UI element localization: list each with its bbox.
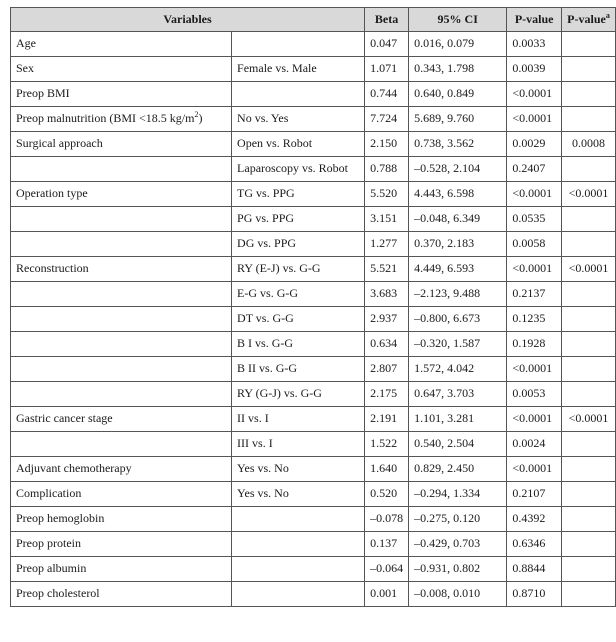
table-row: [11, 432, 616, 457]
ci-cell: 1.572, 4.042: [409, 357, 507, 382]
variable-cell: [11, 432, 232, 457]
p-value-cell: 0.8844: [507, 557, 562, 582]
p-value-a-cell: [561, 207, 615, 232]
p-value-a-cell: [561, 282, 615, 307]
p-value-a-cell: [561, 432, 615, 457]
p-value-cell: <0.0001: [507, 357, 562, 382]
beta-cell: 0.001: [365, 582, 409, 607]
comparison-cell: B II vs. G-G: [232, 357, 365, 382]
p-value-cell: 0.0033: [507, 32, 562, 57]
table-row: [11, 57, 616, 82]
table-row: [11, 232, 616, 257]
p-value-a-cell: [561, 357, 615, 382]
ci-cell: –0.320, 1.587: [409, 332, 507, 357]
ci-cell: 0.640, 0.849: [409, 82, 507, 107]
variable-cell: [11, 282, 232, 307]
beta-cell: 1.071: [365, 57, 409, 82]
beta-cell: 5.521: [365, 257, 409, 282]
ci-cell: –0.528, 2.104: [409, 157, 507, 182]
variable-cell: Preop albumin: [11, 557, 232, 582]
variable-text: Preop malnutrition (BMI <18.5 kg/m: [16, 111, 195, 125]
beta-cell: –0.078: [365, 507, 409, 532]
header-ci: 95% CI: [409, 8, 507, 32]
variable-cell: [11, 332, 232, 357]
p-value-a-cell: [561, 507, 615, 532]
ci-cell: 0.829, 2.450: [409, 457, 507, 482]
ci-cell: 0.738, 3.562: [409, 132, 507, 157]
variable-cell: Preop cholesterol: [11, 582, 232, 607]
comparison-cell: DG vs. PPG: [232, 232, 365, 257]
header-variables: Variables: [11, 8, 365, 32]
p-value-a-cell: [561, 557, 615, 582]
p-value-cell: 0.2107: [507, 482, 562, 507]
ci-cell: –0.931, 0.802: [409, 557, 507, 582]
ci-cell: 0.343, 1.798: [409, 57, 507, 82]
variable-cell: [11, 382, 232, 407]
comparison-cell: DT vs. G-G: [232, 307, 365, 332]
beta-cell: 5.520: [365, 182, 409, 207]
p-value-a-cell: [561, 382, 615, 407]
comparison-cell: II vs. I: [232, 407, 365, 432]
regression-table: [10, 7, 616, 607]
comparison-cell: PG vs. PPG: [232, 207, 365, 232]
variable-cell: [11, 107, 232, 132]
ci-cell: –0.275, 0.120: [409, 507, 507, 532]
comparison-cell: [232, 82, 365, 107]
p-value-cell: 0.2137: [507, 282, 562, 307]
beta-cell: 0.744: [365, 82, 409, 107]
table-row: [11, 457, 616, 482]
p-value-cell: <0.0001: [507, 457, 562, 482]
p-value-cell: 0.0024: [507, 432, 562, 457]
variable-cell: Preop protein: [11, 532, 232, 557]
p-value-a-cell: <0.0001: [561, 182, 615, 207]
p-value-cell: 0.0053: [507, 382, 562, 407]
p-value-cell: 0.0029: [507, 132, 562, 157]
table-row: [11, 207, 616, 232]
beta-cell: 0.137: [365, 532, 409, 557]
p-value-cell: 0.1235: [507, 307, 562, 332]
p-value-a-cell: [561, 482, 615, 507]
beta-cell: 1.522: [365, 432, 409, 457]
p-value-cell: 0.0535: [507, 207, 562, 232]
p-value-a-cell: [561, 82, 615, 107]
beta-cell: 3.683: [365, 282, 409, 307]
header-beta: Beta: [365, 8, 409, 32]
variable-superscript: 2: [194, 110, 199, 119]
p-value-cell: <0.0001: [507, 257, 562, 282]
table-row: [11, 382, 616, 407]
comparison-cell: Yes vs. No: [232, 482, 365, 507]
comparison-cell: Open vs. Robot: [232, 132, 365, 157]
p-value-a-cell: 0.0008: [561, 132, 615, 157]
p-value-a-cell: [561, 582, 615, 607]
variable-cell: Preop hemoglobin: [11, 507, 232, 532]
variable-cell: Age: [11, 32, 232, 57]
comparison-cell: [232, 557, 365, 582]
header-p-value: P-value: [507, 8, 562, 32]
beta-cell: 0.047: [365, 32, 409, 57]
p-value-cell: <0.0001: [507, 82, 562, 107]
ci-cell: 0.370, 2.183: [409, 232, 507, 257]
table-row: [11, 307, 616, 332]
beta-cell: 3.151: [365, 207, 409, 232]
table-row: [11, 257, 616, 282]
ci-cell: –0.294, 1.334: [409, 482, 507, 507]
comparison-cell: Yes vs. No: [232, 457, 365, 482]
ci-cell: 4.449, 6.593: [409, 257, 507, 282]
ci-cell: –0.800, 6.673: [409, 307, 507, 332]
table-row: [11, 82, 616, 107]
ci-cell: –0.429, 0.703: [409, 532, 507, 557]
table-row: [11, 182, 616, 207]
comparison-cell: [232, 532, 365, 557]
beta-cell: 2.807: [365, 357, 409, 382]
comparison-cell: RY (E-J) vs. G-G: [232, 257, 365, 282]
header-p-value-a-label: P-value: [567, 12, 606, 26]
p-value-cell: 0.8710: [507, 582, 562, 607]
p-value-cell: 0.0039: [507, 57, 562, 82]
header-p-value-a-superscript: a: [605, 11, 610, 20]
comparison-cell: RY (G-J) vs. G-G: [232, 382, 365, 407]
p-value-a-cell: [561, 107, 615, 132]
comparison-cell: B I vs. G-G: [232, 332, 365, 357]
comparison-cell: TG vs. PPG: [232, 182, 365, 207]
beta-cell: 2.175: [365, 382, 409, 407]
beta-cell: 2.191: [365, 407, 409, 432]
beta-cell: 0.634: [365, 332, 409, 357]
beta-cell: 1.640: [365, 457, 409, 482]
ci-cell: 1.101, 3.281: [409, 407, 507, 432]
beta-cell: 7.724: [365, 107, 409, 132]
beta-cell: 0.788: [365, 157, 409, 182]
table-header: [11, 8, 616, 32]
table-row: [11, 482, 616, 507]
table-row: [11, 282, 616, 307]
p-value-cell: <0.0001: [507, 182, 562, 207]
variable-cell: Surgical approach: [11, 132, 232, 157]
table-row: [11, 357, 616, 382]
ci-cell: 0.540, 2.504: [409, 432, 507, 457]
table-row: [11, 582, 616, 607]
ci-cell: 0.016, 0.079: [409, 32, 507, 57]
ci-cell: 0.647, 3.703: [409, 382, 507, 407]
table-row: [11, 157, 616, 182]
comparison-cell: E-G vs. G-G: [232, 282, 365, 307]
header-row: [11, 8, 616, 32]
p-value-a-cell: [561, 232, 615, 257]
p-value-a-cell: <0.0001: [561, 257, 615, 282]
p-value-cell: <0.0001: [507, 107, 562, 132]
p-value-cell: 0.6346: [507, 532, 562, 557]
p-value-a-cell: [561, 57, 615, 82]
table-row: [11, 32, 616, 57]
p-value-a-cell: [561, 532, 615, 557]
variable-cell: Gastric cancer stage: [11, 407, 232, 432]
variable-text-tail: ): [198, 111, 203, 125]
beta-cell: 2.937: [365, 307, 409, 332]
table-container: [10, 7, 616, 607]
ci-cell: –2.123, 9.488: [409, 282, 507, 307]
ci-cell: 4.443, 6.598: [409, 182, 507, 207]
table-row: [11, 532, 616, 557]
table-row: [11, 407, 616, 432]
comparison-cell: [232, 507, 365, 532]
p-value-cell: 0.2407: [507, 157, 562, 182]
variable-cell: [11, 357, 232, 382]
ci-cell: –0.008, 0.010: [409, 582, 507, 607]
p-value-cell: 0.1928: [507, 332, 562, 357]
comparison-cell: No vs. Yes: [232, 107, 365, 132]
table-row: [11, 332, 616, 357]
beta-cell: 1.277: [365, 232, 409, 257]
comparison-cell: Female vs. Male: [232, 57, 365, 82]
p-value-cell: <0.0001: [507, 407, 562, 432]
ci-cell: –0.048, 6.349: [409, 207, 507, 232]
variable-cell: [11, 307, 232, 332]
beta-cell: 2.150: [365, 132, 409, 157]
p-value-cell: 0.0058: [507, 232, 562, 257]
header-p-value-a: [561, 8, 615, 32]
table-body: [11, 32, 616, 607]
comparison-cell: [232, 582, 365, 607]
variable-cell: [11, 207, 232, 232]
comparison-cell: III vs. I: [232, 432, 365, 457]
table-row: [11, 557, 616, 582]
p-value-cell: 0.4392: [507, 507, 562, 532]
comparison-cell: Laparoscopy vs. Robot: [232, 157, 365, 182]
p-value-a-cell: [561, 157, 615, 182]
p-value-a-cell: [561, 457, 615, 482]
variable-cell: Reconstruction: [11, 257, 232, 282]
table-row: [11, 507, 616, 532]
beta-cell: –0.064: [365, 557, 409, 582]
variable-cell: Complication: [11, 482, 232, 507]
variable-cell: Sex: [11, 57, 232, 82]
beta-cell: 0.520: [365, 482, 409, 507]
p-value-a-cell: [561, 307, 615, 332]
table-row: [11, 132, 616, 157]
variable-cell: Operation type: [11, 182, 232, 207]
variable-cell: [11, 157, 232, 182]
p-value-a-cell: [561, 32, 615, 57]
comparison-cell: [232, 32, 365, 57]
variable-cell: [11, 232, 232, 257]
variable-cell: Preop BMI: [11, 82, 232, 107]
variable-cell: Adjuvant chemotherapy: [11, 457, 232, 482]
p-value-a-cell: <0.0001: [561, 407, 615, 432]
ci-cell: 5.689, 9.760: [409, 107, 507, 132]
p-value-a-cell: [561, 332, 615, 357]
table-row: [11, 107, 616, 132]
